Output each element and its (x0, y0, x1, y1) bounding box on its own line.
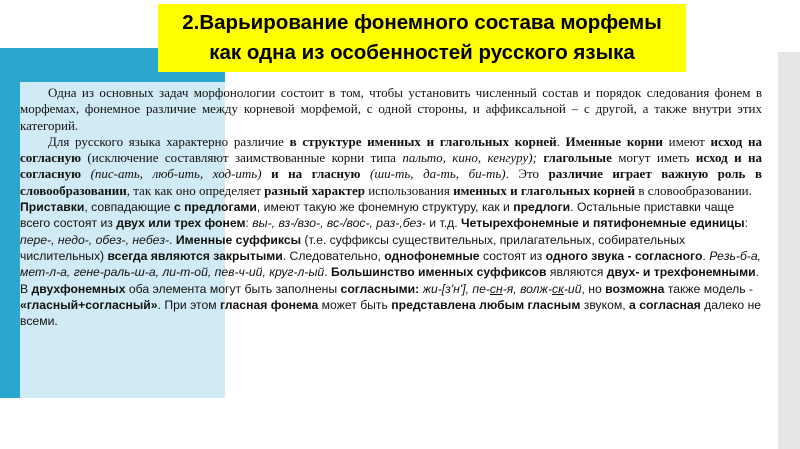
text-run: . (169, 232, 176, 247)
text-run: далеко не всеми. (20, 297, 762, 329)
text-run: однофонемные (384, 248, 480, 263)
text-run: пальто, кино, кенгуру); (402, 150, 537, 166)
text-run: в словообразовании. (635, 182, 752, 198)
text-run: . (505, 166, 509, 182)
text-run: . Остальные приставки чаще всего состоят из (20, 200, 735, 231)
text-run: пере-, недо-, обез-, небез- (20, 232, 170, 247)
text-run: гласная фонема (220, 297, 319, 312)
text-run: двух- и трехфонемными (606, 265, 756, 280)
paragraph-roots (20, 134, 762, 199)
text-run: Четырехфонемные и пятифонемные единицы (461, 216, 745, 231)
text-run: Именные суффиксы (175, 232, 302, 247)
text-run: а согласная (629, 297, 701, 312)
text-run: могут иметь (611, 150, 696, 166)
slide-title-line-1: 2.Варьирование фонемного состава морфемы (182, 11, 662, 34)
text-run: двух или трех фонем (116, 216, 246, 231)
text-run: и т.д. (425, 216, 462, 231)
text-run: может быть (318, 297, 392, 312)
text-run: . В (20, 265, 759, 296)
text-run: предлоги (513, 200, 571, 215)
body-text (20, 85, 762, 329)
slide-title (158, 4, 686, 72)
text-run: «гласный+согласный» (20, 297, 158, 312)
text-run: с предлогами (173, 200, 257, 215)
text-run: , так как оно определяет (126, 182, 265, 198)
text-run: (т.е. суффиксы существительных, прилагательных, собирательных числительных) (20, 232, 686, 263)
text-run: оба элемента могут быть заполнены (125, 281, 341, 296)
content-panel (20, 82, 762, 398)
text-run: . (702, 248, 710, 263)
text-run: исход на согласную (20, 133, 762, 166)
text-run: (пис-ать, люб-ить, ход-ить) (81, 166, 262, 182)
text-run: возможна (605, 281, 665, 296)
text-run: имеют (662, 133, 711, 149)
text-run: : (245, 216, 253, 231)
text-run: (ши-ть, да-ть, би-ть) (360, 166, 506, 182)
slide-title-line-2: как одна из особенностей русского языка (209, 41, 635, 64)
text-run: . Следовательно, (282, 248, 385, 263)
text-run: , но (581, 281, 606, 296)
text-run: Именные корни (565, 133, 663, 149)
text-run: разный характер (264, 182, 365, 198)
text-run: состоят из (479, 248, 546, 263)
text-run: , имеют такую же фонемную структуру, как и (256, 200, 514, 215)
text-run: звуком, (580, 297, 630, 312)
text-run: всегда являются закрытыми (107, 248, 283, 263)
paragraph-affixes (20, 199, 762, 329)
text-run: . (324, 265, 331, 280)
text-run: : (744, 216, 748, 231)
text-run: именных и глагольных корней (453, 182, 636, 198)
paragraph-morphonology-task: Одна из основных задач морфонологии состоит в том, чтобы установить численный состав и порядок следования фонем в морфемах, фонемное различие между корневой морфемой, с одной стороны, и аффиксальной – с другой, а также внутри этих категорий. (20, 85, 762, 133)
text-run: вы-, вз-/взо-, вс-/вос-, раз-,без- (252, 216, 426, 231)
text-run: Это (508, 166, 549, 182)
text-run: -ий (563, 281, 582, 296)
text-run: Резь-б-а, мет-л-а, гене-раль-ш-а, ли-т-ой, пев-ч-ий, круг-л-ый (20, 248, 762, 280)
decorative-gray-strip (778, 52, 800, 449)
text-run: Большинство именных суффиксов (330, 265, 547, 280)
text-run: Для русского языка характерно различие (48, 133, 290, 149)
text-run: двухфонемных (31, 281, 126, 296)
text-run: также модель - (664, 281, 753, 296)
text-run: использования (364, 182, 454, 198)
text-run: различие играет важную роль в словообразовании (20, 166, 762, 198)
text-run: исход и на согласную (20, 150, 762, 182)
text-run: Приставки (20, 200, 85, 215)
text-run: , совпадающие (84, 200, 174, 215)
text-run: ск (552, 281, 564, 296)
text-run: являются (546, 265, 607, 280)
text-run: одного звука - согласного (545, 248, 703, 263)
text-run: сн (489, 281, 503, 296)
text-run: жи-[з'н'], пе- (419, 281, 490, 296)
text-run: -я, волж- (502, 281, 552, 296)
text-run: согласными: (340, 281, 420, 296)
text-run: (исключение составляют заимствованные корни типа (81, 150, 403, 166)
text-run: глагольные (536, 150, 612, 166)
text-run: представлена любым гласным (391, 297, 581, 312)
text-run: и на гласную (261, 166, 361, 182)
text-run: . (556, 133, 566, 149)
text-run: в структуре именных и глагольных корней (289, 133, 557, 149)
text-run: . При этом (157, 297, 221, 312)
